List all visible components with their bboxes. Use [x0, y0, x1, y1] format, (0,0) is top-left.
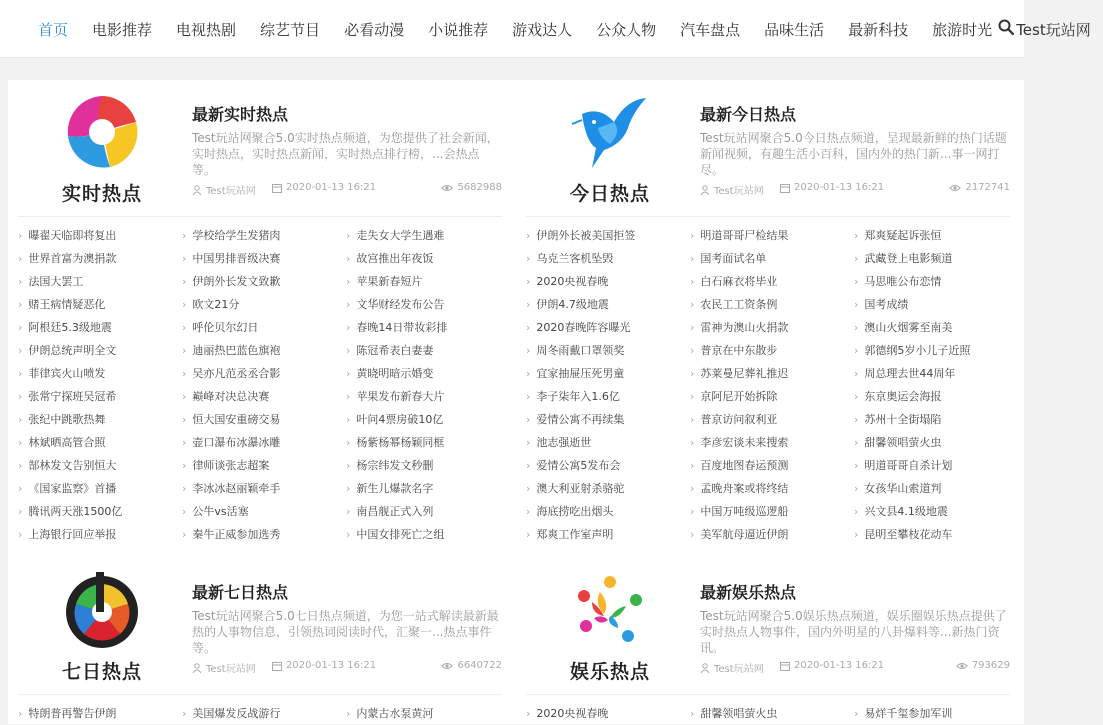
- eye-icon: [956, 661, 968, 671]
- author-name: Test玩站网: [206, 664, 256, 675]
- publish-date: 2020-01-13 16:21: [286, 660, 377, 671]
- card-description: Test玩站网聚合5.0实时热点频道，为您提供了社会新闻，实时热点，实时热点新闻，实时热点排行榜，...会热点等。: [192, 131, 499, 177]
- list-item[interactable]: › 周总理去世44周年: [854, 362, 1018, 385]
- view-count: 6640722: [457, 660, 502, 671]
- views-meta: [956, 660, 1010, 671]
- list-item[interactable]: › 律师谈张志超案: [182, 454, 346, 477]
- nav-item-games[interactable]: 游戏达人: [512, 20, 573, 39]
- eye-icon: [949, 183, 961, 193]
- nav-item-site[interactable]: Test玩站网: [1016, 20, 1091, 39]
- list-item[interactable]: › 杨紫杨幂杨颖同框: [346, 431, 510, 454]
- list-item[interactable]: › 中国万吨级巡逻船: [690, 500, 854, 523]
- list-item[interactable]: › 孟晚舟案或将终结: [690, 477, 854, 500]
- list-item[interactable]: › 周冬雨戴口罩领奖: [526, 339, 690, 362]
- topic-list: [526, 224, 1022, 546]
- list-item[interactable]: › 赌王病情疑恶化: [18, 293, 182, 316]
- list-item[interactable]: › 李冰冰赵丽颖牵手: [182, 477, 346, 500]
- topic-list: [18, 702, 514, 725]
- list-item[interactable]: › 学校给学生发猪肉: [182, 224, 346, 247]
- top-nav: [0, 0, 1091, 58]
- list-item[interactable]: › 世界首富为澳捐款: [18, 247, 182, 270]
- list-item[interactable]: › 东京奥运会海报: [854, 385, 1018, 408]
- list-item[interactable]: › 国考面试名单: [690, 247, 854, 270]
- nav-item-life[interactable]: 品味生活: [764, 20, 825, 39]
- nav-item-public-figures[interactable]: 公众人物: [596, 20, 657, 39]
- nav-item-home[interactable]: 首页: [38, 20, 69, 39]
- views-meta: [441, 182, 502, 193]
- list-item[interactable]: › 2020春晚阵容曝光: [526, 316, 690, 339]
- list-item[interactable]: › 美国爆发反战游行: [182, 702, 346, 725]
- author-name: Test玩站网: [714, 186, 764, 197]
- author-meta: [700, 182, 764, 197]
- list-item[interactable]: › 乌克兰客机坠毁: [526, 247, 690, 270]
- list-item[interactable]: › 欧文21分: [182, 293, 346, 316]
- views-meta: [949, 182, 1010, 193]
- author-meta: [192, 660, 256, 675]
- list-item[interactable]: › 巅峰对决总决赛: [182, 385, 346, 408]
- nav-item-movies[interactable]: 电影推荐: [92, 20, 153, 39]
- nav-item-tech[interactable]: 最新科技: [848, 20, 909, 39]
- realtime-logo-text: 实时热点: [61, 183, 142, 205]
- list-item[interactable]: › 公牛vs活塞: [182, 500, 346, 523]
- list-item[interactable]: › 法国大罢工: [18, 270, 182, 293]
- list-item[interactable]: › 走失女大学生遇难: [346, 224, 510, 247]
- list-item[interactable]: › 上海银行回应举报: [18, 523, 182, 546]
- list-item[interactable]: › 恒大国安重磅交易: [182, 408, 346, 431]
- list-item[interactable]: › 故宫推出年夜饭: [346, 247, 510, 270]
- date-meta: [272, 182, 376, 193]
- list-item[interactable]: › 兴文县4.1级地震: [854, 500, 1018, 523]
- today-logo[interactable]: [560, 92, 660, 206]
- list-item[interactable]: › 菲律宾火山喷发: [18, 362, 182, 385]
- user-icon: [192, 185, 202, 195]
- list-item[interactable]: › 雷神为澳山火捐款: [690, 316, 854, 339]
- topic-list: [18, 224, 514, 546]
- realtime-logo-icon: [62, 92, 142, 172]
- list-item[interactable]: › 中国男排晋级决赛: [182, 247, 346, 270]
- divider: [526, 216, 1010, 217]
- card-title[interactable]: 最新今日热点: [700, 105, 797, 124]
- list-item[interactable]: › 白石麻衣将毕业: [690, 270, 854, 293]
- nav-item-variety[interactable]: 综艺节目: [260, 20, 321, 39]
- calendar-icon: [780, 183, 790, 193]
- list-item[interactable]: › 澳山火烟雾至南美: [854, 316, 1018, 339]
- nav-item-tv[interactable]: 电视热剧: [176, 20, 237, 39]
- list-item[interactable]: › 爱情公寓5发布会: [526, 454, 690, 477]
- list-item[interactable]: › 壶口瀑布冰瀑冰雕: [182, 431, 346, 454]
- author-meta: [192, 182, 256, 197]
- seven-day-logo-icon: [62, 570, 142, 650]
- calendar-icon: [272, 183, 282, 193]
- user-icon: [700, 663, 710, 673]
- list-item[interactable]: › 新生儿爆款名字: [346, 477, 510, 500]
- list-item[interactable]: › 武藏登上电影频道: [854, 247, 1018, 270]
- list-item[interactable]: › 伊朗外长发文致歉: [182, 270, 346, 293]
- publish-date: 2020-01-13 16:21: [794, 182, 885, 193]
- card-title[interactable]: 最新娱乐热点: [700, 583, 797, 602]
- card-title[interactable]: 最新七日热点: [192, 583, 289, 602]
- calendar-icon: [272, 661, 282, 671]
- list-item[interactable]: › 李彦宏谈未来搜索: [690, 431, 854, 454]
- list-item[interactable]: › 美军航母逼近伊朗: [690, 523, 854, 546]
- view-count: 793629: [971, 660, 1010, 671]
- card-description: Test玩站网聚合5.0今日热点频道，呈现最新鲜的热门话题新闻视频，有趣生活小百科，国内外的热门新...事一网打尽。: [700, 131, 1007, 177]
- list-item[interactable]: › 郑爽工作室声明: [526, 523, 690, 546]
- list-item[interactable]: › 澳大利亚射杀骆驼: [526, 477, 690, 500]
- list-item[interactable]: › 曝翟天临即将复出: [18, 224, 182, 247]
- list-item[interactable]: › 郭德纲5岁小儿子近照: [854, 339, 1018, 362]
- nav-item-anime[interactable]: 必看动漫: [344, 20, 405, 39]
- card-description: Test玩站网聚合5.0娱乐热点频道，娱乐圈娱乐热点提供了实时热点人物事件，国内外明星的八卦爆料等...新热门资讯。: [700, 609, 1007, 655]
- list-item[interactable]: › 阿根廷5.3级地震: [18, 316, 182, 339]
- search-icon[interactable]: [998, 19, 1014, 35]
- list-item[interactable]: › 爱情公寓不再续集: [526, 408, 690, 431]
- list-item[interactable]: › 特朗普再警告伊朗: [18, 702, 182, 725]
- card-today: [516, 80, 1012, 541]
- card-seven-day: [8, 558, 504, 720]
- list-item[interactable]: › 宜家抽屉压死男童: [526, 362, 690, 385]
- list-item[interactable]: › 陈冠希表白妻妻: [346, 339, 510, 362]
- author-name: Test玩站网: [714, 664, 764, 675]
- list-item[interactable]: › 苹果发布新春大片: [346, 385, 510, 408]
- list-item[interactable]: › 昆明至攀枝花动车: [854, 523, 1018, 546]
- view-count: 5682988: [457, 182, 502, 193]
- list-item[interactable]: › 2020央视春晚: [526, 270, 690, 293]
- date-meta: [780, 660, 884, 671]
- nav-menu: [26, 0, 1103, 58]
- list-item[interactable]: › 文华财经发布公告: [346, 293, 510, 316]
- list-item[interactable]: › 黄晓明暗示婚变: [346, 362, 510, 385]
- divider: [18, 694, 502, 695]
- date-meta: [780, 182, 884, 193]
- card-realtime: [8, 80, 504, 541]
- list-item[interactable]: › 易烊千玺参加军训: [854, 702, 1018, 725]
- list-item[interactable]: › 《国家监察》首播: [18, 477, 182, 500]
- list-item[interactable]: › 百度地图春运预测: [690, 454, 854, 477]
- list-item[interactable]: › 内蒙古水泵黄河: [346, 702, 510, 725]
- list-item[interactable]: › 伊朗4.7级地震: [526, 293, 690, 316]
- entertainment-logo-icon: [570, 570, 650, 650]
- entertainment-logo-text: 娱乐热点: [569, 661, 650, 683]
- list-item[interactable]: › 呼伦贝尔幻日: [182, 316, 346, 339]
- list-item[interactable]: › 2020央视春晚: [526, 702, 690, 725]
- list-item[interactable]: › 李子柒年入1.6亿: [526, 385, 690, 408]
- publish-date: 2020-01-13 16:21: [286, 182, 377, 193]
- list-item[interactable]: › 吴亦凡范丞丞合影: [182, 362, 346, 385]
- nav-item-travel[interactable]: 旅游时光: [932, 20, 993, 39]
- view-count: 2172741: [965, 182, 1010, 193]
- views-meta: [441, 660, 502, 671]
- nav-item-cars[interactable]: 汽车盘点: [680, 20, 741, 39]
- list-item[interactable]: › 马思唯公布恋情: [854, 270, 1018, 293]
- list-item[interactable]: › 叶问4票房破10亿: [346, 408, 510, 431]
- list-item[interactable]: › 春晚14日带妆彩排: [346, 316, 510, 339]
- list-item[interactable]: › 中国女排死亡之组: [346, 523, 510, 546]
- publish-date: 2020-01-13 16:21: [794, 660, 885, 671]
- list-item[interactable]: › 明道哥哥尸检结果: [690, 224, 854, 247]
- author-meta: [700, 660, 764, 675]
- list-item[interactable]: › 秦牛正威参加选秀: [182, 523, 346, 546]
- author-name: Test玩站网: [206, 186, 256, 197]
- list-item[interactable]: › 苏州十全街塌陷: [854, 408, 1018, 431]
- list-item[interactable]: › 郜林发文告别恒大: [18, 454, 182, 477]
- list-item[interactable]: › 明道哥哥自杀计划: [854, 454, 1018, 477]
- list-item[interactable]: › 京阿尼开始拆除: [690, 385, 854, 408]
- hummingbird-icon: [570, 92, 650, 172]
- list-item[interactable]: › 郑爽疑起诉张恒: [854, 224, 1018, 247]
- list-item[interactable]: › 农民工工资条例: [690, 293, 854, 316]
- calendar-icon: [780, 661, 790, 671]
- list-item[interactable]: › 池志强逝世: [526, 431, 690, 454]
- list-item[interactable]: › 杨宗纬发文秒删: [346, 454, 510, 477]
- nav-item-novels[interactable]: 小说推荐: [428, 20, 489, 39]
- list-item[interactable]: › 张常宁探班吴冠希: [18, 385, 182, 408]
- seven-day-logo[interactable]: [52, 570, 152, 684]
- divider: [526, 694, 1010, 695]
- seven-day-logo-text: 七日热点: [61, 661, 142, 683]
- user-icon: [192, 663, 202, 673]
- list-item[interactable]: › 甜馨领唱萤火虫: [690, 702, 854, 725]
- list-item[interactable]: › 甜馨领唱萤火虫: [854, 431, 1018, 454]
- list-item[interactable]: › 伊朗总统声明全文: [18, 339, 182, 362]
- list-item[interactable]: › 普京在中东散步: [690, 339, 854, 362]
- realtime-logo[interactable]: [52, 92, 152, 206]
- list-item[interactable]: › 苹果新春短片: [346, 270, 510, 293]
- eye-icon: [441, 661, 453, 671]
- divider: [18, 216, 502, 217]
- list-item[interactable]: › 南昌舰正式入列: [346, 500, 510, 523]
- list-item[interactable]: › 国考成绩: [854, 293, 1018, 316]
- topic-list: [526, 702, 1022, 725]
- list-item[interactable]: › 伊朗外长被美国拒签: [526, 224, 690, 247]
- main-content: [8, 80, 1024, 724]
- eye-icon: [441, 183, 453, 193]
- list-item[interactable]: › 张纪中跳歌热舞: [18, 408, 182, 431]
- list-item[interactable]: › 苏莱曼尼葬礼推迟: [690, 362, 854, 385]
- entertainment-logo[interactable]: [560, 570, 660, 684]
- list-item[interactable]: › 女孩华山索道判: [854, 477, 1018, 500]
- list-item[interactable]: › 迪丽热巴蓝色旗袍: [182, 339, 346, 362]
- date-meta: [272, 660, 376, 671]
- list-item[interactable]: › 林斌晒高管合照: [18, 431, 182, 454]
- card-entertainment: [516, 558, 1012, 720]
- list-item[interactable]: › 海底捞吃出烟头: [526, 500, 690, 523]
- card-description: Test玩站网聚合5.0七日热点频道，为您一站式解读最新最热的人事物信息，引领热词阅读时代，汇聚一...热点事件等。: [192, 609, 499, 655]
- list-item[interactable]: › 普京访问叙利亚: [690, 408, 854, 431]
- list-item[interactable]: › 腾讯两天涨1500亿: [18, 500, 182, 523]
- today-logo-text: 今日热点: [569, 183, 650, 205]
- card-title[interactable]: 最新实时热点: [192, 105, 289, 124]
- user-icon: [700, 185, 710, 195]
